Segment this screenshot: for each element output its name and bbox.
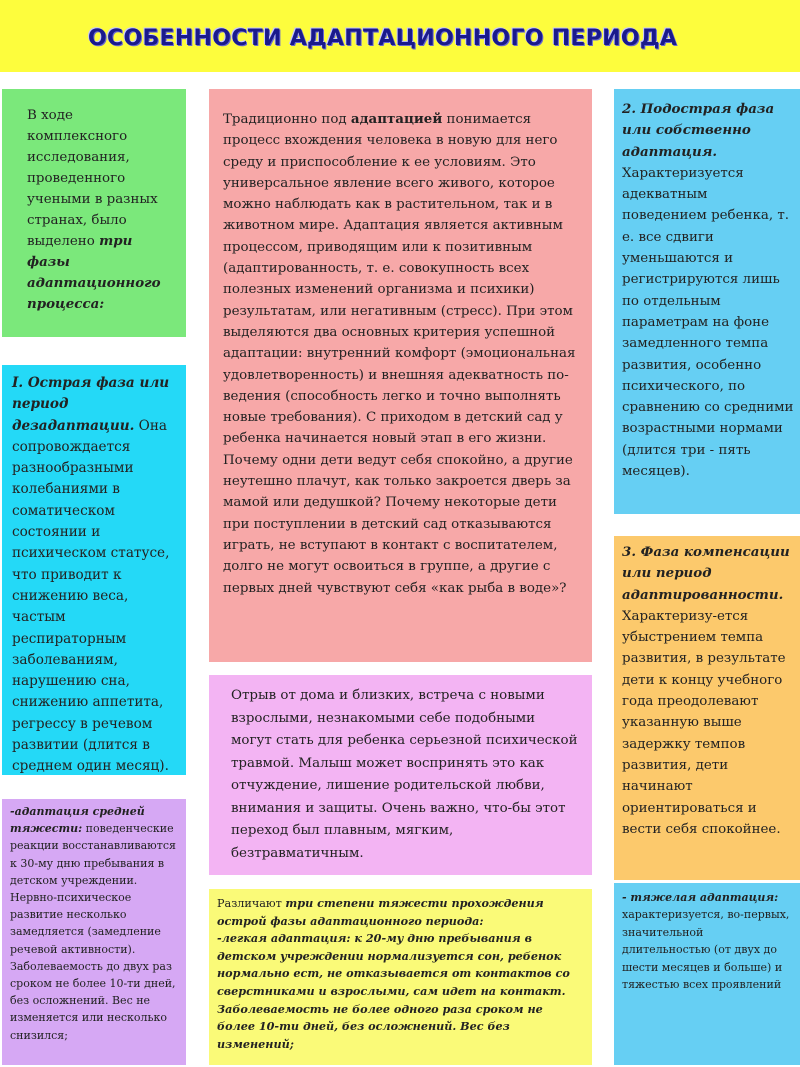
intro-text: В ходе комплексного исследования, проведенного учеными в разных странах, было выделено	[27, 108, 158, 249]
severity-intro: Различают	[217, 897, 282, 910]
heavy-adaptation-box	[614, 883, 800, 1065]
title-banner	[0, 0, 800, 72]
phase2-heading: 2. Подострая фаза или собственно адаптация.	[622, 101, 775, 160]
severity-intro-bold: три степени тяжести прохождения острой фазы адаптационного периода:	[217, 896, 544, 928]
phase1-text: Она сопровождается разнообразными колебаниями в соматическом состоянии и психическом статусе, что приводит к снижению веса, частым респираторным заболеваниям, нарушению сна, снижению аппетита, регрессу в речевом развитии (длится в среднем один месяц).	[12, 417, 170, 775]
medium-text: поведенческие реакции восстанавливаются к 30-му дню пребывания в детском учреждении. Нервно-психическое развитие несколько замедляется (замедление речевой активности). Заболеваемость до двух раз сроком не более 10-ти дней, без осложнений. Вес не изменяется или несколько снизился;	[10, 822, 176, 1042]
phase3-text: Характеризу-ется убыстрением темпа развития, в результате дети к концу учебного года преодолевают указанную выше задержку темпов развития, дети начинают ориентироваться и вести себя спокойнее.	[622, 608, 786, 837]
phase2-text: Характеризуется адекватным поведением ребенка, т. е. все сдвиги уменьшаются и регистрируются лишь по отдельным параметрам на фоне замедленного темпа развития, особенно психического, по сравнению со средними возрастными нормами (длится три - пять месяцев).	[622, 165, 794, 480]
phase3-heading: 3. Фаза компенсации или период адаптированности.	[622, 544, 790, 603]
heavy-heading: - тяжелая адаптация:	[622, 891, 779, 904]
intro-box	[2, 89, 186, 337]
phase3-box	[614, 536, 800, 880]
light-adaptation-text: -легкая адаптация: к 20-му дню пребывания в детском учреждении нормализуется сон, ребенок нормально ест, не отказывается от контактов со сверстниками и взрослыми, сам идет на контакт. Заболеваемость не более одного раза сроком не более 10-ти дней, без осложнений. Вес без изменений;	[217, 931, 570, 1051]
page-title: ОСОБЕННОСТИ АДАПТАЦИОННОГО ПЕРИОДА	[88, 26, 678, 51]
medium-heading: -адаптация средней тяжести:	[10, 805, 145, 836]
separation-text: Отрыв от дома и близких, встреча с новыми взрослыми, незнакомыми себе подобными могут стать для ребенка серьезной психической травмой. Малыш может воспринять это как отчуждение, лишение родительской любви, внимания и защиты. Очень важно, что-бы этот переход был плавным, мягким, безтравматичным.	[231, 688, 578, 861]
phase2-box	[614, 89, 800, 514]
heavy-text: характеризуется, во-первых, значительной длительностью (от двух до шести месяцев и больше) и тяжестью всех проявлений	[622, 908, 790, 992]
definition-text-before: Традиционно под	[223, 112, 347, 127]
medium-severity-box	[2, 799, 186, 1065]
adaptation-definition-box	[209, 89, 592, 662]
severity-box	[209, 889, 592, 1065]
intro-bold: три фазы адаптационного процесса:	[27, 233, 161, 312]
definition-bold: адаптацией	[350, 111, 443, 127]
phase1-heading: I. Острая фаза или период дезадаптации.	[12, 375, 170, 434]
definition-text-after: понимается процесс вхождения человека в новую для него среду и приспособление к ее условиям. Это универсальное явление всего живого, которое можно наблюдать как в растительном, так и в животном мире. Адаптация является активным процессом, приводящим или к позитивным (адаптированность, т. е. совокупность всех полезных изменений организма и психики) результатам, или негативным (стресс). При этом выделяются два основных критерия успешной адаптации: внутренний комфорт (эмоциональная удовлетворенность) и внешняя адекватность по-ведения (способность легко и точно выполнять новые требования). С приходом в детский сад у ребенка начинается новый этап в его жизни. Почему одни дети ведут себя спокойно, а другие неутешно плачут, как только закроется дверь за мамой или дедушкой? Почему некоторые дети при поступлении в детский сад отказываются играть, не вступают в контакт с воспитателем, долго не могут освоиться в группе, а другие с первых дней чувствуют себя «как рыба в воде»?	[223, 112, 576, 596]
separation-box	[209, 675, 592, 875]
phase1-box	[2, 365, 186, 775]
